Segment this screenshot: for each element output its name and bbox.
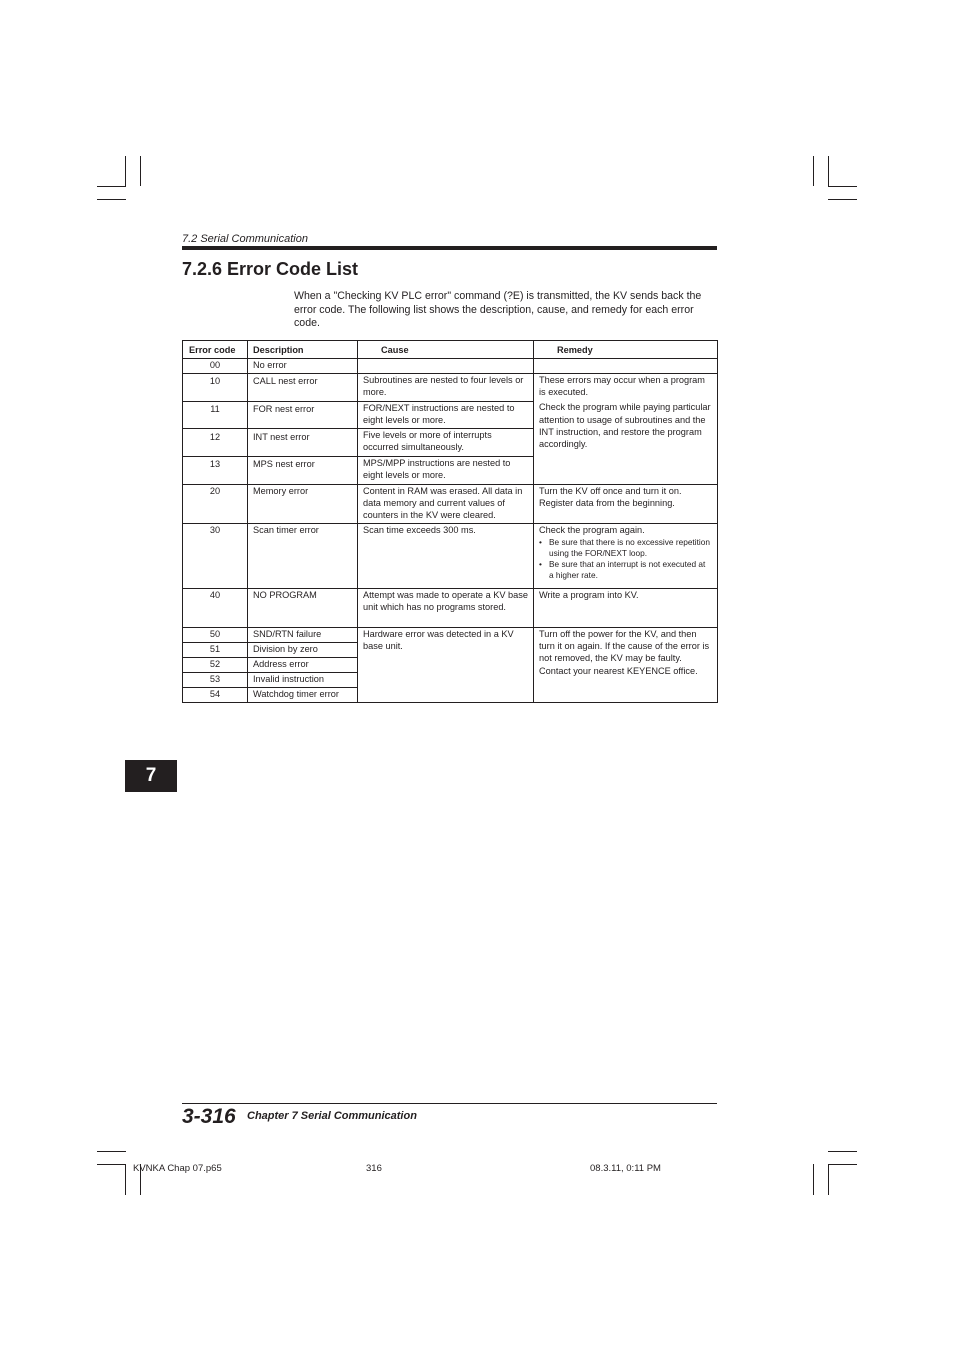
error-code: 20 bbox=[183, 485, 248, 524]
error-description: Address error bbox=[248, 658, 358, 673]
table-row bbox=[183, 374, 718, 402]
error-description: INT nest error bbox=[248, 429, 358, 457]
table-row bbox=[183, 524, 718, 589]
footer-chapter-label: Chapter 7 Serial Communication bbox=[247, 1110, 417, 1122]
slug-datetime: 08.3.11, 0:11 PM bbox=[590, 1163, 661, 1174]
chapter-tab: 7 bbox=[125, 760, 177, 792]
header-description: Description bbox=[248, 341, 358, 359]
error-code: 11 bbox=[183, 402, 248, 429]
error-description: Watchdog timer error bbox=[248, 688, 358, 703]
error-cause: Subroutines are nested to four levels or more. bbox=[358, 374, 534, 402]
error-cause: Hardware error was detected in a KV base unit. bbox=[358, 628, 534, 703]
error-code: 54 bbox=[183, 688, 248, 703]
error-description: CALL nest error bbox=[248, 374, 358, 402]
slug-file-name: KVNKA Chap 07.p65 bbox=[133, 1163, 222, 1174]
error-remedy bbox=[534, 524, 718, 589]
error-description: No error bbox=[248, 359, 358, 374]
header-cause: Cause bbox=[358, 341, 534, 359]
page-number: 3-316 bbox=[182, 1105, 236, 1128]
intro-paragraph: When a "Checking KV PLC error" command (?E) is transmitted, the KV sends back the error code. The following list shows the description, cause, and remedy for each error code. bbox=[294, 290, 702, 329]
table-row bbox=[183, 628, 718, 643]
error-code: 13 bbox=[183, 457, 248, 485]
error-code: 51 bbox=[183, 643, 248, 658]
error-cause: MPS/MPP instructions are nested to eight levels or more. bbox=[358, 457, 534, 485]
error-description: Scan timer error bbox=[248, 524, 358, 589]
table-row bbox=[183, 485, 718, 524]
header-rule bbox=[182, 246, 717, 250]
remedy-bullet-list bbox=[539, 537, 712, 580]
error-description: Invalid instruction bbox=[248, 673, 358, 688]
list-item: • Be sure that there is no excessive repetition using the FOR/NEXT loop. bbox=[539, 537, 712, 559]
slug-sheet-number: 316 bbox=[366, 1163, 382, 1174]
footer-rule bbox=[182, 1103, 717, 1104]
remedy-text: These errors may occur when a program is executed. bbox=[539, 375, 705, 398]
list-item: • Be sure that an interrupt is not executed at a higher rate. bbox=[539, 559, 712, 581]
error-description: SND/RTN failure bbox=[248, 628, 358, 643]
error-code: 10 bbox=[183, 374, 248, 402]
error-remedy bbox=[534, 359, 718, 374]
error-cause bbox=[358, 359, 534, 374]
page-title: 7.2.6 Error Code List bbox=[182, 259, 359, 279]
error-cause: Scan time exceeds 300 ms. bbox=[358, 524, 534, 589]
error-remedy: Turn the KV off once and turn it on. Register data from the beginning. bbox=[534, 485, 718, 524]
remedy-text: Check the program while paying particular attention to usage of subroutines and the INT instruction, and restore the program accordingly. bbox=[539, 402, 711, 450]
table-row bbox=[183, 589, 718, 628]
error-code: 30 bbox=[183, 524, 248, 589]
error-code: 00 bbox=[183, 359, 248, 374]
error-description: NO PROGRAM bbox=[248, 589, 358, 628]
error-description: FOR nest error bbox=[248, 402, 358, 429]
error-code: 53 bbox=[183, 673, 248, 688]
table-header-row bbox=[183, 341, 718, 359]
error-remedy: Write a program into KV. bbox=[534, 589, 718, 628]
error-remedy bbox=[534, 374, 718, 485]
remedy-text: Check the program again. bbox=[539, 525, 645, 535]
error-code: 52 bbox=[183, 658, 248, 673]
error-description: Division by zero bbox=[248, 643, 358, 658]
table-row bbox=[183, 359, 718, 374]
section-label: 7.2 Serial Communication bbox=[182, 233, 308, 245]
header-remedy: Remedy bbox=[534, 341, 718, 359]
error-cause: Content in RAM was erased. All data in data memory and current values of counters in the KV were cleared. bbox=[358, 485, 534, 524]
error-description: Memory error bbox=[248, 485, 358, 524]
error-description: MPS nest error bbox=[248, 457, 358, 485]
error-cause: Five levels or more of interrupts occurred simultaneously. bbox=[358, 429, 534, 457]
header-error-code: Error code bbox=[183, 341, 248, 359]
error-code: 12 bbox=[183, 429, 248, 457]
error-cause: FOR/NEXT instructions are nested to eight levels or more. bbox=[358, 402, 534, 429]
error-code: 40 bbox=[183, 589, 248, 628]
error-code-table bbox=[182, 340, 718, 703]
error-remedy: Turn off the power for the KV, and then turn it on again. If the cause of the error is not removed, the KV may be faulty. Contact your nearest KEYENCE office. bbox=[534, 628, 718, 703]
error-cause: Attempt was made to operate a KV base unit which has no programs stored. bbox=[358, 589, 534, 628]
error-code: 50 bbox=[183, 628, 248, 643]
